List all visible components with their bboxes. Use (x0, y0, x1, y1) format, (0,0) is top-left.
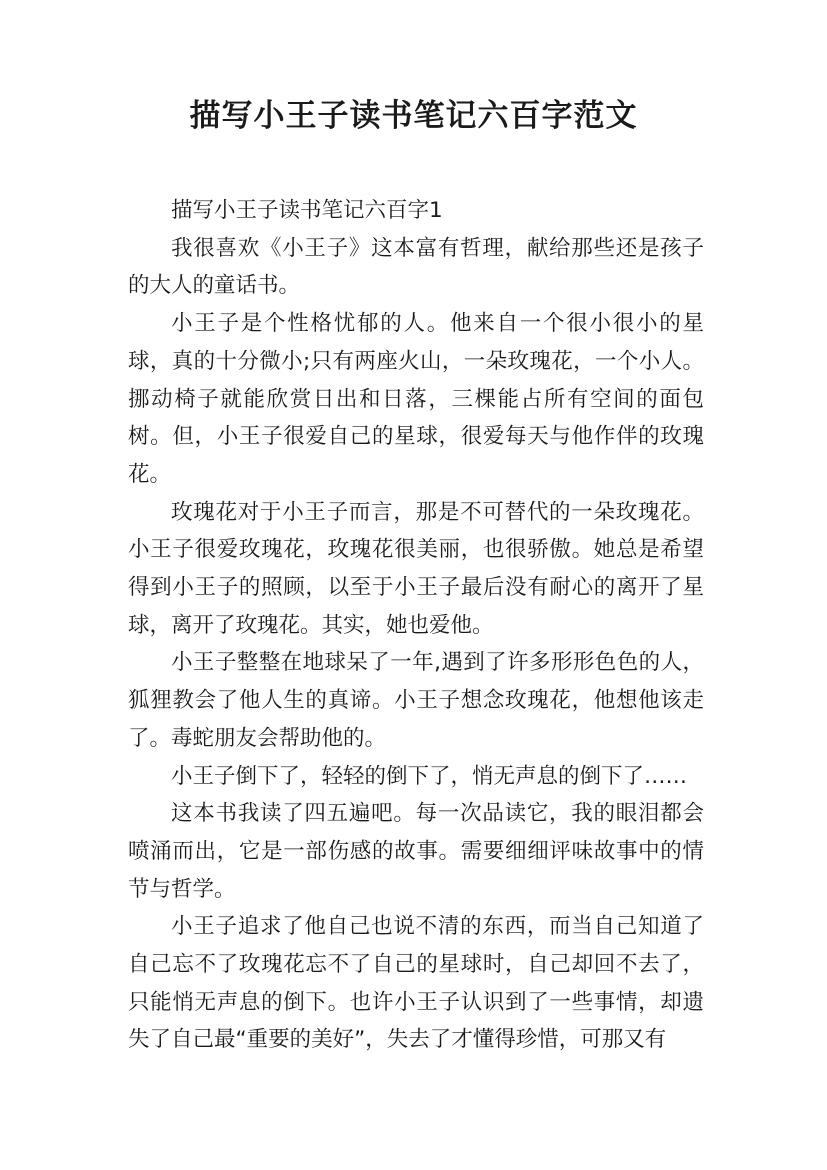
document-body (128, 192, 704, 1059)
paragraph: 小王子是个性格忧郁的人。他来自一个很小很小的星球，真的十分微小;只有两座火山，一朵玫瑰花，一个小人。挪动椅子就能欣赏日出和日落，三棵能占所有空间的面包树。但，小王子很爱自己的星球，很爱每天与他作伴的玫瑰花。 (128, 311, 704, 487)
paragraph: 我很喜欢《小王子》这本富有哲理，献给那些还是孩子的大人的童话书。 (128, 235, 704, 299)
section-heading: 描写小王子读书笔记六百字1 (171, 198, 443, 223)
document-title: 描写小王子读书笔记六百字范文 (189, 98, 638, 134)
paragraph: 这本书我读了四五遍吧。每一次品读它，我的眼泪都会喷涌而出，它是一部伤感的故事。需要细细评味故事中的情节与哲学。 (128, 801, 704, 902)
paragraph: 玫瑰花对于小王子而言，那是不可替代的一朵玫瑰花。小王子很爱玫瑰花，玫瑰花很美丽，也很骄傲。她总是希望得到小王子的照顾，以至于小王子最后没有耐心的离开了星球，离开了玫瑰花。其实，她也爱他。 (128, 499, 704, 638)
paragraph: 小王子整整在地球呆了一年,遇到了许多形形色色的人，狐狸教会了他人生的真谛。小王子想念玫瑰花，他想他该走了。毒蛇朋友会帮助他的。 (128, 650, 704, 751)
paragraph: 小王子追求了他自己也说不清的东西，而当自己知道了自己忘不了玫瑰花忘不了自己的星球时，自己却回不去了，只能悄无声息的倒下。也许小王子认识到了一些事情，却遗失了自己最“重要的美好”，失去了才懂得珍惜，可那又有 (128, 914, 704, 1053)
paragraph: 小王子倒下了，轻轻的倒下了，悄无声息的倒下了…… (171, 763, 688, 789)
